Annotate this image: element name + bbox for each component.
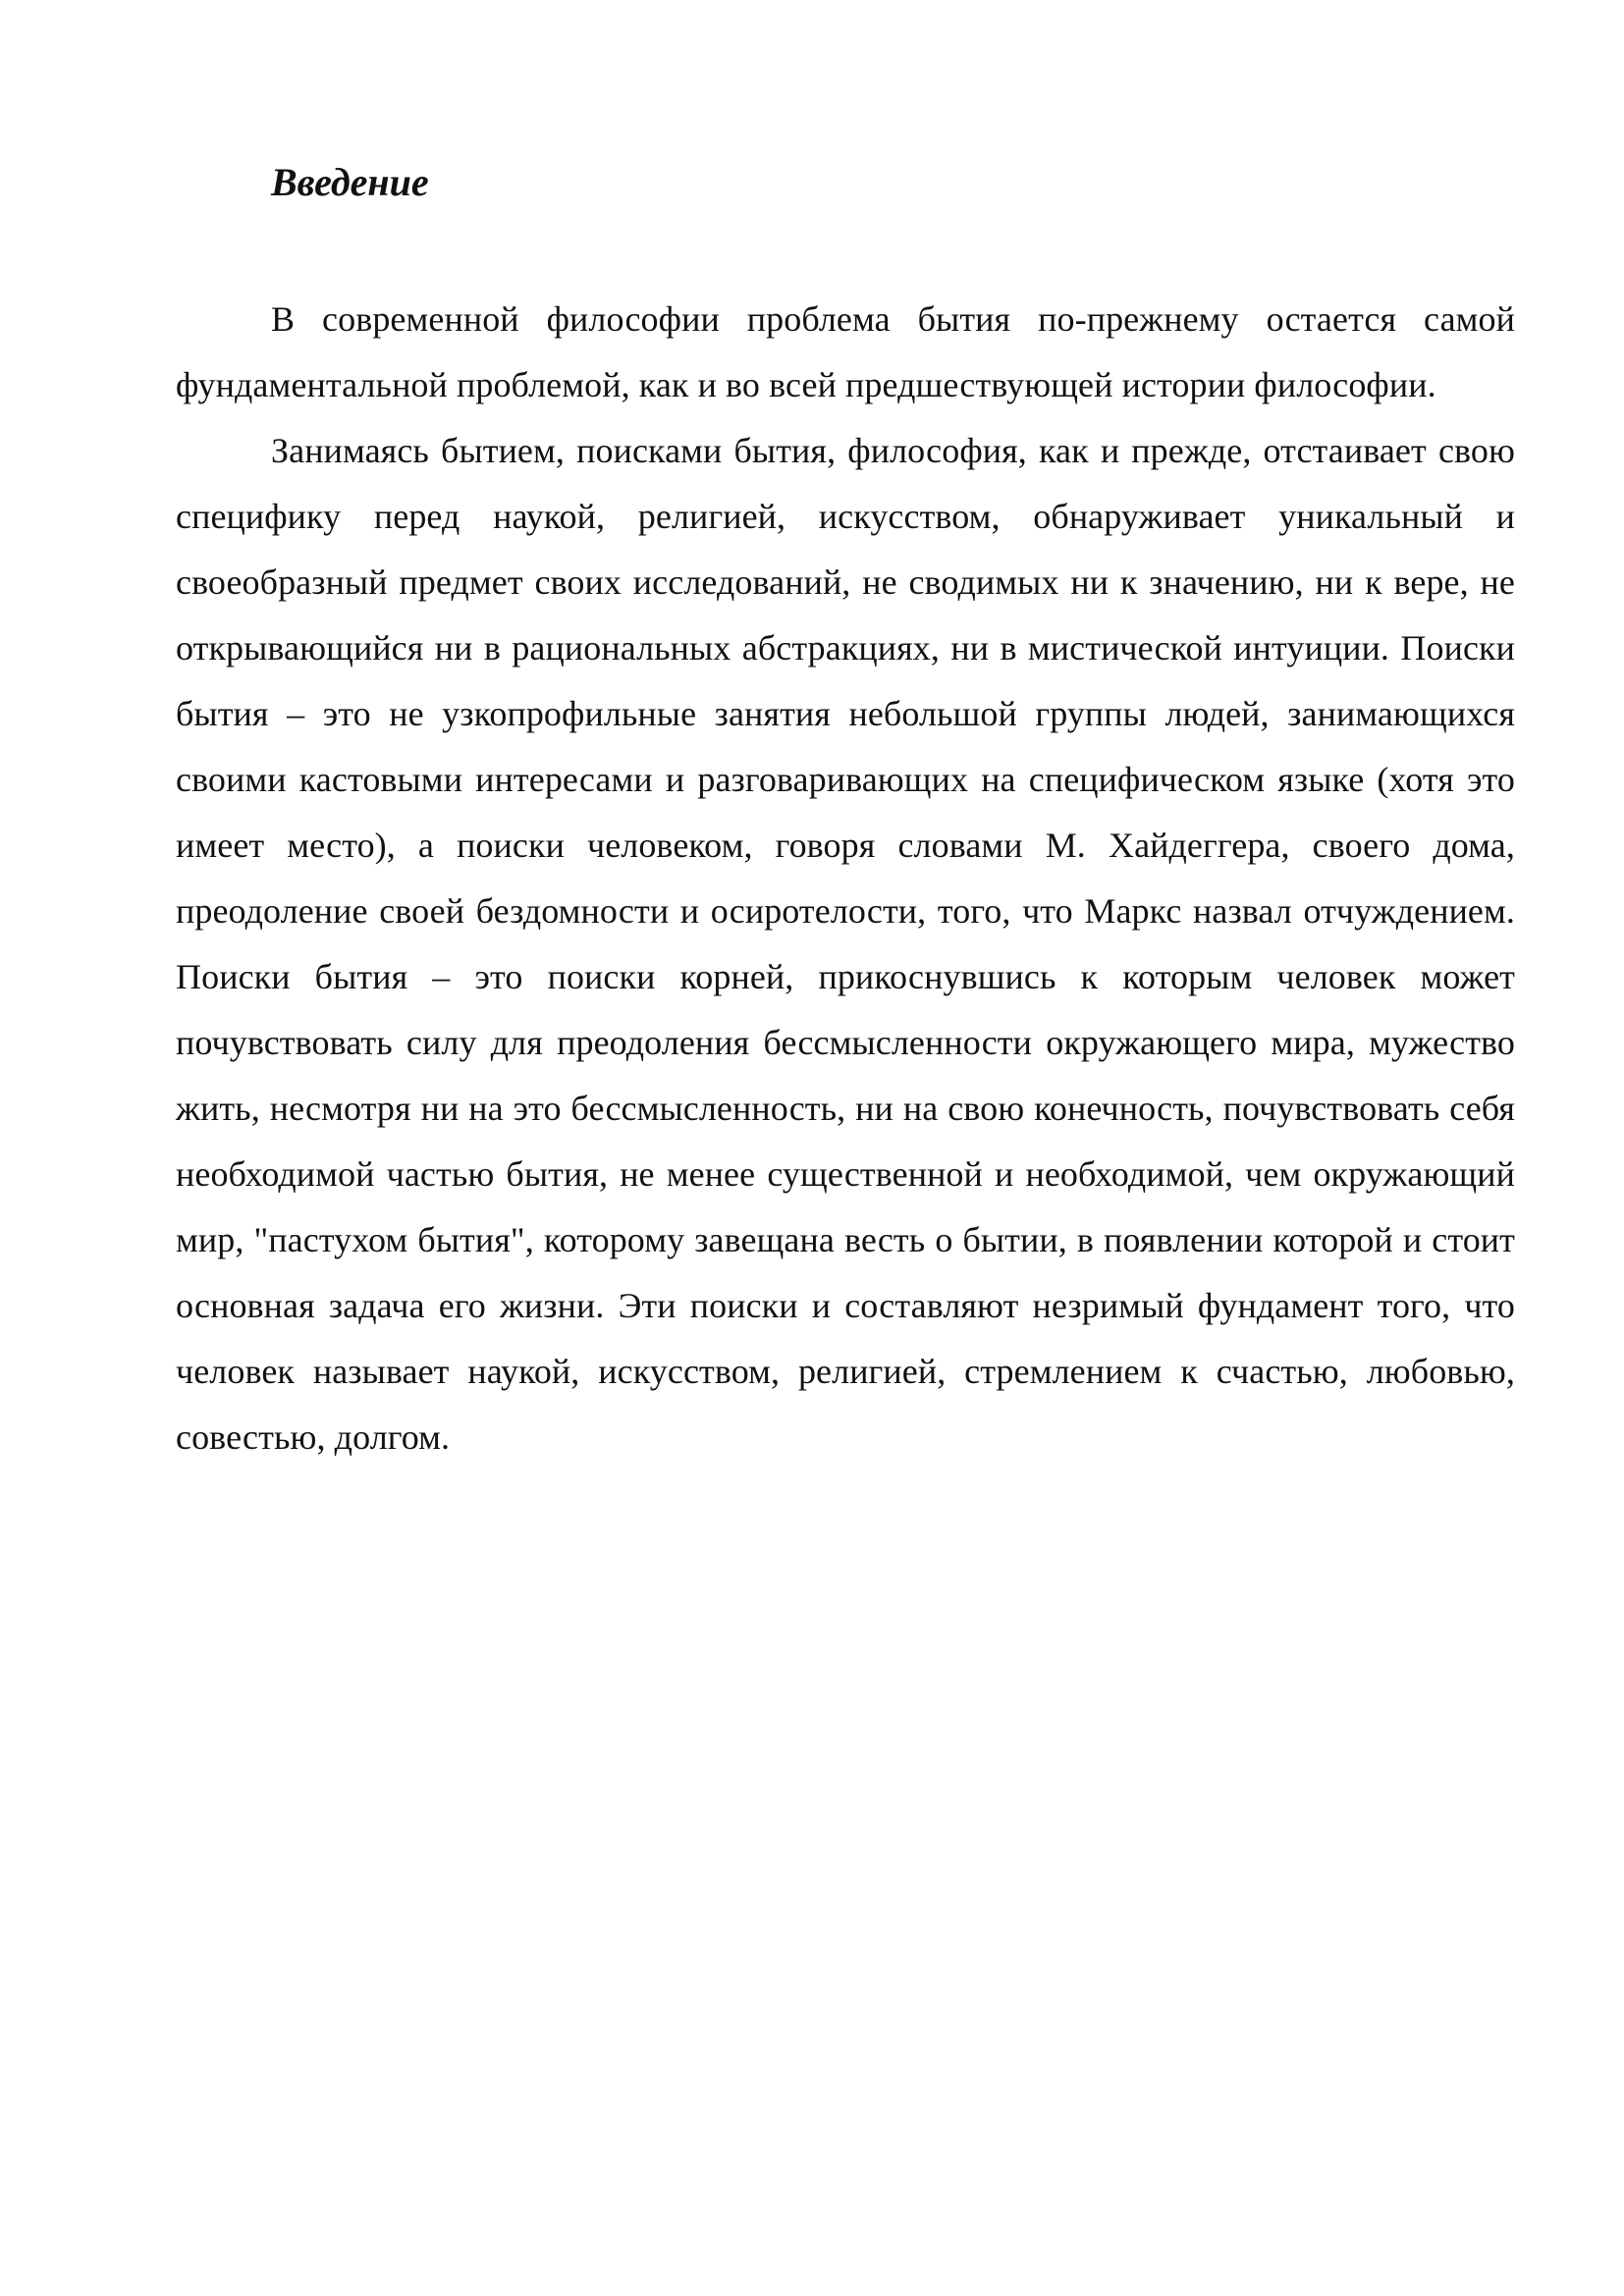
paragraph-intro: В современной философии проблема бытия по-прежнему остается самой фундаментальной проблемой, как и во всей предшествующей истории философии. (176, 299, 1515, 404)
section-heading: Введение (271, 160, 429, 204)
paragraph-main: Занимаясь бытием, поисками бытия, философия, как и прежде, отстаивает свою специфику перед наукой, религией, искусством, обнаруживает уникальный и своеобразный предмет своих исследований, не сводимых ни к значению, ни к вере, не открывающийся ни в рациональных абстракциях, ни в мистической интуиции. Поиски бытия – это не узкопрофильные занятия небольшой группы людей, занимающихся своими кастовыми интересами и разговаривающих на специфическом языке (хотя это имеет место), а поиски человеком, говоря словами М. Хайдеггера, своего дома, преодоление своей бездомности и осиротелости, того, что Маркс назвал отчуждением. Поиски бытия – это поиски корней, прикоснувшись к которым человек может почувствовать силу для преодоления бессмысленности окружающего мира, мужество жить, несмотря ни на это бессмысленность, ни на свою конечность, почувствовать себя необходимой частью бытия, не менее существенной и необходимой, чем окружающий мир, "пастухом бытия", которому завещана весть о бытии, в появлении которой и стоит основная задача его жизни. Эти поиски и составляют незримый фундамент того, что человек называет наукой, искусством, религией, стремлением к счастью, любовью, совестью, долгом. (176, 431, 1515, 1457)
document-body (176, 287, 1515, 1470)
